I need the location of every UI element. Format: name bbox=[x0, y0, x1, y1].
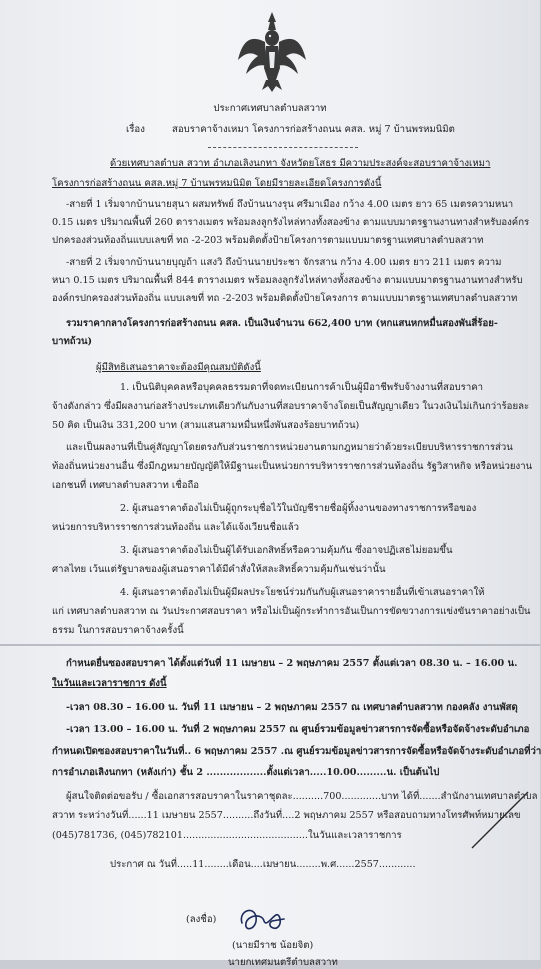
opening-line-2: การอำเภอเลิงนกทา (หลังเก่า) ชั้น 2 ..................ตั้งแต่เวลา.....10.00.........น. เป็นต้นไป bbox=[52, 767, 440, 778]
page-curl-mark bbox=[470, 790, 530, 850]
purchase-line-2: สวาท ระหว่างวันที่......11 เมษายน 2557..........ถึงวันที่....2 พฤษภาคม 2557 หรือสอบถามทางโทรศัพท์หมายเลข bbox=[52, 810, 521, 821]
total-line-2: บาทถ้วน) bbox=[52, 336, 93, 347]
qual1-line-2: จ้างดังกล่าว ซึ่งมีผลงานก่อสร้างประเภทเดียวกันกับงานที่สอบราคาจ้างโดยเป็นสัญญาเดียว ในวงเงินไม่เกินกว่าร้อยละ bbox=[52, 401, 530, 412]
qual4-line-1: 4. ผู้เสนอราคาต้องไม่เป็นผู้มีผลประโยชน์ร่วมกันกับผู้เสนอราคารายอื่นที่เข้าเสนอราคาให้ bbox=[120, 587, 485, 598]
route1-line-3: ปกครองส่วนท้องถิ่นแบบเลขที่ ทถ -2-203 พร้อมติดตั้งป้ายโครงการตามแบบมาตรฐานเทศบาลตำบลสวาท bbox=[52, 235, 484, 246]
qual1-line-4: และเป็นผลงานที่เป็นคู่สัญญาโดยตรงกับส่วนราชการหน่วยงานตามกฎหมายว่าด้วยระเบียบบริหารราชการส่วน bbox=[66, 442, 513, 453]
qual1-line-1: 1. เป็นนิติบุคคลหรือบุคคลธรรมดาที่จดทะเบียนการค้าเป็นผู้มีอาชีพรับจ้างงานที่สอบราคา bbox=[120, 382, 484, 393]
subject-label: เรื่อง bbox=[126, 124, 145, 135]
purchase-line-1: ผู้สนใจติดต่อขอรับ / ซื้อเอกสารสอบราคาในราคาชุดละ..........700.............บาท ได้ที่.......สำนักงานเทศบาลตำบล bbox=[66, 791, 538, 802]
opening-line-1: กำหนดเปิดซองสอบราคาในวันที่.. 6 พฤษภาคม 2557 .ณ ศูนย์รวมข้อมูลข่าวสารการจัดซื้อหรือจัดจ้างระดับอำเภอที่ว่า bbox=[52, 746, 541, 757]
announcement-header: ประกาศเทศบาลตำบลสวาท bbox=[213, 103, 327, 114]
intro-line-2: โครงการก่อสร้างถนน คสล.หมู่ 7 บ้านพรหมนิมิต โดยมีรายละเอียดโครงการดังนี้ bbox=[52, 178, 382, 189]
route2-line-3: องค์กรปกครองส่วนท้องถิ่น แบบเลขที่ ทถ -2-203 พร้อมติดตั้งป้ายโครงการ ตามแบบมาตรฐานเทศบาลตำบลสวาท bbox=[52, 293, 518, 304]
total-line-1: รวมราคากลางโครงการก่อสร้างถนน คสล. เป็นเงินจำนวน 662,400 บาท (หกแสนหกหมื่นสองพันสี่ร้อย- bbox=[66, 318, 498, 329]
garuda-emblem-icon bbox=[236, 8, 308, 94]
qual2-line-2: หน่วยการบริหารราชการส่วนท้องถิ่น และได้แจ้งเวียนชื่อแล้ว bbox=[52, 522, 300, 533]
route1-line-1: -สายที่ 1 เริ่มจากบ้านนายสุนา ผสมทรัพย์ ถึงบ้านนางรุน ศรีมาเมือง กว้าง 4.00 เมตร ยาว 65 เมตรความหนา bbox=[66, 199, 514, 210]
submission-line-1: กำหนดยื่นซองสอบราคา ได้ตั้งแต่วันที่ 11 เมษายน – 2 พฤษภาคม 2557 ตั้งแต่เวลา 08.30 น. – 16.00 น. bbox=[66, 658, 518, 669]
qual4-line-2: แก่ เทศบาลตำบลสวาท ณ วันประกาศสอบราคา หรือไม่เป็นผู้กระทำการอันเป็นการขัดขวางการแข่งขันราคาอย่างเป็น bbox=[52, 606, 531, 617]
subject-text: สอบราคาจ้างเหมา โครงการก่อสร้างถนน คสล. หมู่ 7 บ้านพรหมนิมิต bbox=[172, 124, 455, 135]
submission-line-4: -เวลา 13.00 – 16.00 น. วันที่ 2 พฤษภาคม 2557 ณ ศูนย์รวมข้อมูลข่าวสารการจัดซื้อหรือจัดจ้างระดับอำเภอ bbox=[66, 724, 530, 735]
sign-label: (ลงชื่อ) bbox=[186, 914, 217, 925]
intro-line-1: ด้วยเทศบาลตำบล สวาท อำเภอเลิงนกทา จังหวัดยโสธร มีความประสงค์จะสอบราคาจ้างเหมา bbox=[110, 158, 491, 169]
qual1-line-3: 50 คิด เป็นเงิน 331,200 บาท (สามแสนสามหมื่นหนึ่งพันสองร้อยบาทถ้วน) bbox=[52, 420, 360, 431]
qual3-line-1: 3. ผู้เสนอราคาต้องไม่เป็นผู้ได้รับเอกสิทธิ์หรือความคุ้มกัน ซึ่งอาจปฏิเสธไม่ยอมขึ้น bbox=[120, 545, 453, 556]
announcement-date: ประกาศ ณ วันที่.....11........เดือน....เมษายน........พ.ศ......2557............ bbox=[110, 859, 416, 870]
qualifications-heading: ผู้มีสิทธิเสนอราคาจะต้องมีคุณสมบัติดังนี้ bbox=[96, 362, 261, 373]
handwritten-signature bbox=[236, 903, 290, 937]
signer-title: นายกเทศมนตรีตำบลสวาท bbox=[228, 957, 338, 968]
paper-fold-line bbox=[0, 644, 540, 646]
route2-line-1: -สายที่ 2 เริ่มจากบ้านนายบุญถ้า แสงวิ ถึงบ้านนายประชา จักรสาน กว้าง 4.00 เมตร ยาว 211 เมตร ความ bbox=[66, 257, 502, 268]
header-divider bbox=[208, 147, 358, 148]
signer-name: (นายมีราช น้อยจิต) bbox=[232, 940, 314, 951]
submission-line-3: -เวลา 08.30 – 16.00 น. วันที่ 11 เมษายน – 2 พฤษภาคม 2557 ณ เทศบาลตำบลสวาท กองคลัง งานพัสดุ bbox=[66, 702, 518, 713]
submission-line-2: ในวันและเวลาราชการ ดังนี้ bbox=[52, 678, 167, 689]
qual1-line-6: เอกชนที่ เทศบาลตำบลสวาท เชื่อถือ bbox=[52, 480, 200, 491]
route1-line-2: 0.15 เมตร ปริมาณพื้นที่ 260 ตารางเมตร พร้อมลงลูกรังไหล่ทางทั้งสองข้าง ตามแบบมาตรฐานงานทางสำหรับองค์กร bbox=[52, 217, 530, 228]
purchase-line-3: (045)781736, (045)782101.........................................ในวันและเวลาราชการ bbox=[52, 830, 402, 841]
qual2-line-1: 2. ผู้เสนอราคาต้องไม่เป็นผู้ถูกระบุชื่อไว้ในบัญชีรายชื่อผู้ทิ้งงานของทางราชการหรือของ bbox=[120, 503, 477, 514]
qual4-line-3: ธรรม ในการสอบราคาจ้างครั้งนี้ bbox=[52, 625, 184, 636]
route2-line-2: หนา 0.15 เมตร ปริมาณพื้นที่ 844 ตารางเมตร พร้อมลงลูกรังไหล่ทางทั้งสองข้าง ตามแบบมาตรฐานงานทางสำหรับ bbox=[52, 275, 523, 286]
qual1-line-5: ท้องถิ่นหน่วยงานอื่น ซึ่งมีกฎหมายบัญญัติให้มีฐานะเป็นหน่วยการบริหารราชการส่วนท้องถิ่น รัฐวิสาหกิจ หรือหน่วยงาน bbox=[52, 461, 533, 472]
qual3-line-2: ศาลไทย เว้นแต่รัฐบาลของผู้เสนอราคาได้มีคำสั่งให้สละสิทธิ์ความคุ้มกันเช่นว่านั้น bbox=[52, 564, 386, 575]
